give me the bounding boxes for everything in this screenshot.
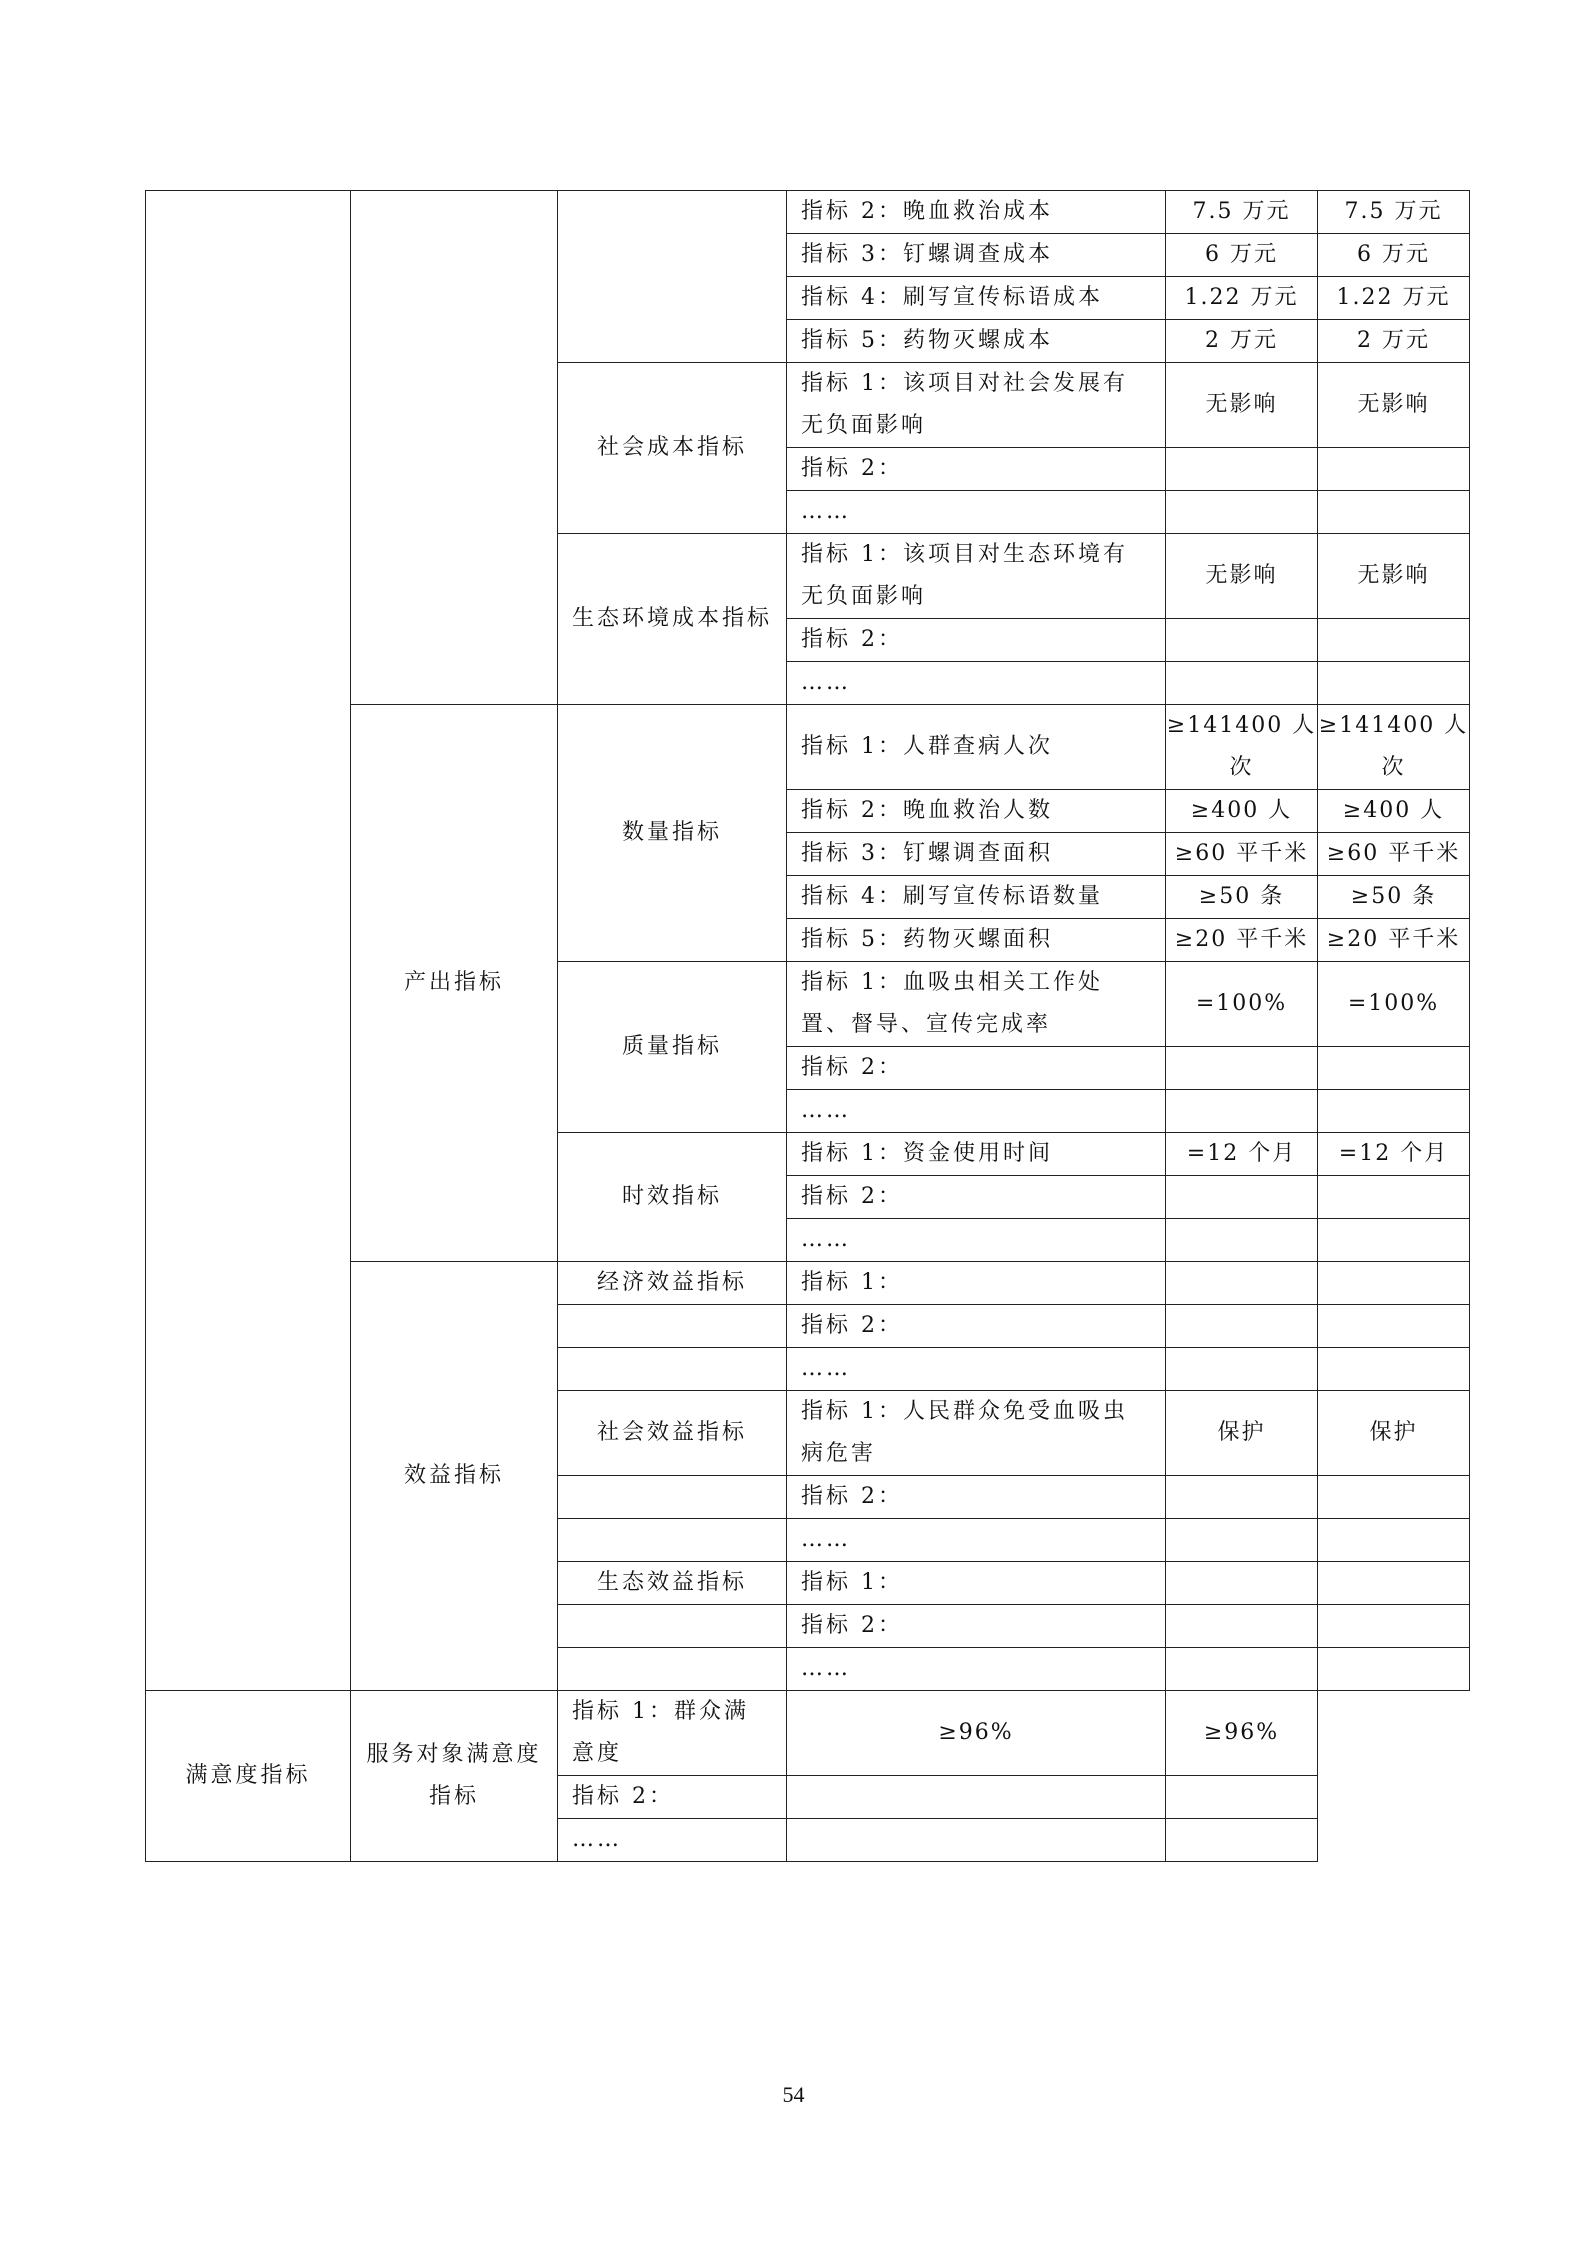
target-value-cell xyxy=(1166,1605,1318,1648)
level3-empty-cell xyxy=(558,1519,787,1562)
actual-value-cell xyxy=(1166,1819,1318,1862)
actual-value-cell: 2 万元 xyxy=(1318,320,1470,363)
actual-value-cell xyxy=(1318,1262,1470,1305)
target-value-cell xyxy=(1166,1219,1318,1262)
target-value-cell xyxy=(1166,1648,1318,1691)
target-value-cell xyxy=(787,1819,1166,1862)
indicator-cell: 指标 1：该项目对生态环境有无负面影响 xyxy=(787,534,1166,619)
actual-value-cell: 7.5 万元 xyxy=(1318,191,1470,234)
indicator-cell: 指标 2： xyxy=(787,1605,1166,1648)
indicator-table xyxy=(145,190,1470,1862)
actual-value-cell xyxy=(1318,448,1470,491)
actual-value-cell: =100% xyxy=(1318,962,1470,1047)
actual-value-cell xyxy=(1318,1476,1470,1519)
level3-cell: 社会效益指标 xyxy=(558,1391,787,1476)
indicator-cell: 指标 1：人群查病人次 xyxy=(787,705,1166,790)
level3-cell: 质量指标 xyxy=(558,962,787,1133)
target-value-cell: ≥141400 人次 xyxy=(1166,705,1318,790)
actual-value-cell xyxy=(1318,1648,1470,1691)
target-value-cell: 保护 xyxy=(1166,1391,1318,1476)
target-value-cell xyxy=(1166,1348,1318,1391)
actual-value-cell: ≥141400 人次 xyxy=(1318,705,1470,790)
actual-value-cell xyxy=(1318,1605,1470,1648)
indicator-cell: …… xyxy=(787,662,1166,705)
indicator-cell: …… xyxy=(787,1090,1166,1133)
indicator-cell: 指标 1：群众满意度 xyxy=(558,1691,787,1776)
indicator-cell: …… xyxy=(558,1819,787,1862)
indicator-cell: 指标 1：血吸虫相关工作处置、督导、宣传完成率 xyxy=(787,962,1166,1047)
page-number: 54 xyxy=(782,2082,805,2107)
indicator-cell: 指标 2： xyxy=(787,1047,1166,1090)
indicator-cell: 指标 5：药物灭螺面积 xyxy=(787,919,1166,962)
target-value-cell: 7.5 万元 xyxy=(1166,191,1318,234)
actual-value-cell: =12 个月 xyxy=(1318,1133,1470,1176)
target-value-cell xyxy=(1166,448,1318,491)
level3-empty-cell xyxy=(558,1605,787,1648)
level2-cell: 产出指标 xyxy=(351,705,558,1262)
actual-value-cell xyxy=(1318,491,1470,534)
indicator-cell: 指标 2： xyxy=(787,1305,1166,1348)
level3-cell: 服务对象满意度指标 xyxy=(351,1691,558,1862)
indicator-cell: 指标 2： xyxy=(787,1476,1166,1519)
indicator-cell: 指标 4：刷写宣传标语成本 xyxy=(787,277,1166,320)
indicator-cell: …… xyxy=(787,1648,1166,1691)
level3-empty-cell xyxy=(558,1648,787,1691)
actual-value-cell xyxy=(1318,1305,1470,1348)
actual-value-cell: 1.22 万元 xyxy=(1318,277,1470,320)
actual-value-cell xyxy=(1318,619,1470,662)
level2-cell: 满意度指标 xyxy=(146,1691,351,1862)
level3-cell: 经济效益指标 xyxy=(558,1262,787,1305)
actual-value-cell xyxy=(1318,662,1470,705)
indicator-cell: 指标 1：资金使用时间 xyxy=(787,1133,1166,1176)
indicator-cell: 指标 2：晚血救治成本 xyxy=(787,191,1166,234)
actual-value-cell: 保护 xyxy=(1318,1391,1470,1476)
target-value-cell: =12 个月 xyxy=(1166,1133,1318,1176)
target-value-cell: 无影响 xyxy=(1166,363,1318,448)
target-value-cell xyxy=(1166,619,1318,662)
actual-value-cell xyxy=(1318,1348,1470,1391)
indicator-cell: …… xyxy=(787,1219,1166,1262)
actual-value-cell: ≥20 平千米 xyxy=(1318,919,1470,962)
level3-empty-cell xyxy=(558,1305,787,1348)
actual-value-cell xyxy=(1318,1090,1470,1133)
level1-cell xyxy=(146,191,351,1691)
actual-value-cell xyxy=(1318,1047,1470,1090)
actual-value-cell: 无影响 xyxy=(1318,363,1470,448)
level2-cell xyxy=(351,191,558,705)
indicator-cell: 指标 1：该项目对社会发展有无负面影响 xyxy=(787,363,1166,448)
actual-value-cell xyxy=(1318,1562,1470,1605)
indicator-cell: …… xyxy=(787,491,1166,534)
target-value-cell: 无影响 xyxy=(1166,534,1318,619)
target-value-cell xyxy=(1166,662,1318,705)
indicator-cell: 指标 2： xyxy=(787,448,1166,491)
indicator-cell: 指标 5：药物灭螺成本 xyxy=(787,320,1166,363)
indicator-cell: 指标 1：人民群众免受血吸虫病危害 xyxy=(787,1391,1166,1476)
level3-cell: 时效指标 xyxy=(558,1133,787,1262)
indicator-cell: 指标 2： xyxy=(787,619,1166,662)
target-value-cell: 6 万元 xyxy=(1166,234,1318,277)
indicator-cell: 指标 2：晚血救治人数 xyxy=(787,790,1166,833)
target-value-cell: 1.22 万元 xyxy=(1166,277,1318,320)
target-value-cell: ≥20 平千米 xyxy=(1166,919,1318,962)
indicator-cell: 指标 1： xyxy=(787,1262,1166,1305)
actual-value-cell xyxy=(1318,1176,1470,1219)
indicator-cell: …… xyxy=(787,1348,1166,1391)
actual-value-cell: 6 万元 xyxy=(1318,234,1470,277)
level3-cell xyxy=(558,191,787,363)
level3-cell: 生态效益指标 xyxy=(558,1562,787,1605)
indicator-cell: 指标 2： xyxy=(787,1176,1166,1219)
actual-value-cell xyxy=(1166,1776,1318,1819)
level3-empty-cell xyxy=(558,1348,787,1391)
actual-value-cell: 无影响 xyxy=(1318,534,1470,619)
target-value-cell xyxy=(1166,1047,1318,1090)
level3-cell: 生态环境成本指标 xyxy=(558,534,787,705)
target-value-cell xyxy=(787,1776,1166,1819)
actual-value-cell: ≥50 条 xyxy=(1318,876,1470,919)
target-value-cell xyxy=(1166,1176,1318,1219)
level3-empty-cell xyxy=(558,1476,787,1519)
target-value-cell: ≥60 平千米 xyxy=(1166,833,1318,876)
target-value-cell: ≥400 人 xyxy=(1166,790,1318,833)
actual-value-cell: ≥400 人 xyxy=(1318,790,1470,833)
target-value-cell xyxy=(1166,1562,1318,1605)
target-value-cell: =100% xyxy=(1166,962,1318,1047)
indicator-cell: 指标 3：钉螺调查面积 xyxy=(787,833,1166,876)
target-value-cell: 2 万元 xyxy=(1166,320,1318,363)
target-value-cell xyxy=(1166,1090,1318,1133)
indicator-cell: …… xyxy=(787,1519,1166,1562)
target-value-cell: ≥50 条 xyxy=(1166,876,1318,919)
actual-value-cell: ≥96% xyxy=(1166,1691,1318,1776)
table-row xyxy=(146,191,1470,234)
table-row xyxy=(146,1691,1470,1776)
target-value-cell xyxy=(1166,491,1318,534)
indicator-cell: 指标 2： xyxy=(558,1776,787,1819)
level3-cell: 数量指标 xyxy=(558,705,787,962)
indicator-cell: 指标 1： xyxy=(787,1562,1166,1605)
target-value-cell xyxy=(1166,1262,1318,1305)
indicator-cell: 指标 4：刷写宣传标语数量 xyxy=(787,876,1166,919)
target-value-cell: ≥96% xyxy=(787,1691,1166,1776)
actual-value-cell: ≥60 平千米 xyxy=(1318,833,1470,876)
target-value-cell xyxy=(1166,1305,1318,1348)
target-value-cell xyxy=(1166,1476,1318,1519)
actual-value-cell xyxy=(1318,1519,1470,1562)
indicator-cell: 指标 3：钉螺调查成本 xyxy=(787,234,1166,277)
level2-cell: 效益指标 xyxy=(351,1262,558,1691)
level3-cell: 社会成本指标 xyxy=(558,363,787,534)
target-value-cell xyxy=(1166,1519,1318,1562)
actual-value-cell xyxy=(1318,1219,1470,1262)
